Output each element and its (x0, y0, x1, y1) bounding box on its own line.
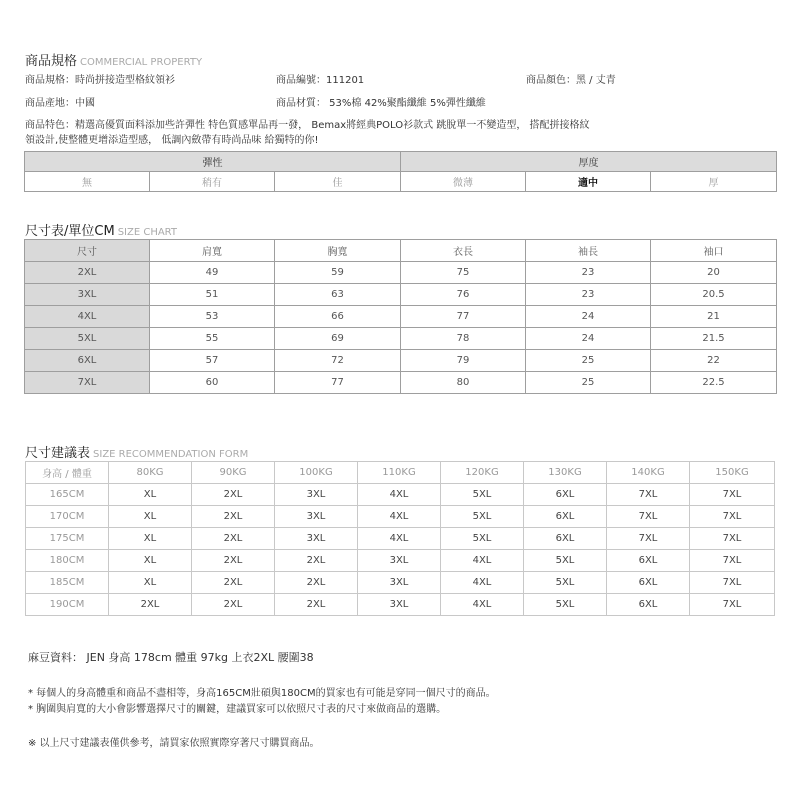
table-cell: 60 (150, 372, 275, 394)
table-cell: 79 (401, 350, 526, 372)
model-info: 麻豆資料： JEN 身高 178cm 體重 97kg 上衣2XL 腰圍38 (28, 651, 314, 664)
table-cell: 7XL (690, 550, 775, 572)
table-cell: 2XL (192, 484, 275, 506)
table-cell: 4XL (441, 594, 524, 616)
table-cell: 6XL (607, 572, 690, 594)
property-title-en: COMMERCIAL PROPERTY (80, 57, 203, 68)
table-row (25, 328, 777, 350)
row-label: 170CM (26, 506, 109, 528)
table-cell: 4XL (441, 550, 524, 572)
table-cell: 3XL (358, 594, 441, 616)
table-cell: 6XL (524, 506, 607, 528)
table-cell: 4XL (358, 506, 441, 528)
column-header: 80KG (109, 462, 192, 484)
row-label: 165CM (26, 484, 109, 506)
column-header: 130KG (524, 462, 607, 484)
product-origin: 商品產地：中國 (25, 98, 95, 109)
size-chart-title-en: SIZE CHART (117, 227, 178, 238)
table-cell: 3XL (358, 572, 441, 594)
column-header: 140KG (607, 462, 690, 484)
table-cell: 2XL (109, 594, 192, 616)
table-cell: 25 (526, 372, 651, 394)
table-cell: 23 (526, 262, 651, 284)
recommendation-table (25, 461, 775, 616)
table-cell: 2XL (275, 550, 358, 572)
row-label: 180CM (26, 550, 109, 572)
table-cell: 80 (401, 372, 526, 394)
table-cell: 3XL (358, 550, 441, 572)
thickness-option: 厚 (651, 172, 777, 192)
table-cell: 63 (275, 284, 401, 306)
table-cell: 4XL (358, 484, 441, 506)
product-feature-line2: 領設計,使整體更增添造型感， 低調內斂帶有時尚品味 給獨特的你! (25, 135, 319, 146)
table-cell: 2XL (192, 550, 275, 572)
table-cell: XL (109, 550, 192, 572)
table-row (25, 262, 777, 284)
table-cell: 7XL (690, 572, 775, 594)
table-cell: 76 (401, 284, 526, 306)
table-cell: 2XL (192, 572, 275, 594)
table-cell: 3XL (275, 506, 358, 528)
table-cell: 59 (275, 262, 401, 284)
table-cell: 77 (401, 306, 526, 328)
product-feature-line1: 商品特色：精選高優質面料添加些許彈性 特色質感單品再一發， Bemax將經典POLO衫款式 跳脫單一不變造型， 搭配拼接格紋 (25, 120, 590, 131)
table-cell: 5XL (441, 528, 524, 550)
table-row (25, 284, 777, 306)
table-row (25, 350, 777, 372)
column-header: 衣長 (401, 240, 526, 262)
table-cell: 6XL (607, 594, 690, 616)
table-row (26, 528, 775, 550)
column-header: 袖口 (651, 240, 777, 262)
recommendation-title-en: SIZE RECOMMENDATION FORM (93, 449, 249, 460)
table-cell: XL (109, 528, 192, 550)
table-cell: 72 (275, 350, 401, 372)
table-row (25, 306, 777, 328)
column-header: 150KG (690, 462, 775, 484)
table-cell: 7XL (690, 594, 775, 616)
table-cell: 7XL (690, 484, 775, 506)
size-chart-header-row (25, 240, 777, 262)
table-row (26, 506, 775, 528)
elasticity-option: 佳 (275, 172, 401, 192)
recommendation-header-row (26, 462, 775, 484)
product-color: 商品顏色：黑 / 丈青 (526, 75, 616, 86)
table-cell: 4XL (441, 572, 524, 594)
table-cell: 5XL (524, 572, 607, 594)
thickness-option: 微薄 (401, 172, 526, 192)
column-header: 肩寬 (150, 240, 275, 262)
table-cell: 20.5 (651, 284, 777, 306)
elasticity-option: 稍有 (150, 172, 275, 192)
table-cell: 3XL (275, 484, 358, 506)
property-title: 商品規格 COMMERCIAL PROPERTY (25, 54, 203, 69)
size-chart-table (24, 239, 777, 394)
disclaimer: ※ 以上尺寸建議表僅供參考，請買家依照實際穿著尺寸購買商品。 (28, 738, 320, 749)
attribute-table (24, 151, 777, 192)
table-row (26, 594, 775, 616)
table-cell: 6XL (524, 528, 607, 550)
column-header: 身高 / 體重 (26, 462, 109, 484)
table-cell: 24 (526, 306, 651, 328)
table-cell: XL (109, 572, 192, 594)
size-chart-title: 尺寸表/單位CM SIZE CHART (25, 224, 178, 239)
column-header: 胸寬 (275, 240, 401, 262)
column-header: 袖長 (526, 240, 651, 262)
column-header: 90KG (192, 462, 275, 484)
table-cell: 3XL (275, 528, 358, 550)
row-label: 3XL (25, 284, 150, 306)
table-cell: 7XL (690, 528, 775, 550)
row-label: 2XL (25, 262, 150, 284)
table-cell: 7XL (607, 506, 690, 528)
table-cell: 78 (401, 328, 526, 350)
table-cell: 2XL (192, 528, 275, 550)
table-cell: 22 (651, 350, 777, 372)
table-cell: 5XL (441, 506, 524, 528)
table-row (26, 572, 775, 594)
table-cell: 7XL (607, 484, 690, 506)
table-cell: 24 (526, 328, 651, 350)
table-cell: 53 (150, 306, 275, 328)
table-cell: 55 (150, 328, 275, 350)
elasticity-option: 無 (25, 172, 150, 192)
size-chart-unit: CM (94, 224, 115, 239)
table-cell: 2XL (275, 572, 358, 594)
table-cell: 21.5 (651, 328, 777, 350)
note-line: * 每個人的身高體重和商品不盡相等，身高165CM壯碩與180CM的買家也有可能是穿同一個尺寸的商品。 (28, 688, 496, 699)
table-cell: 25 (526, 350, 651, 372)
table-cell: 21 (651, 306, 777, 328)
row-label: 5XL (25, 328, 150, 350)
table-cell: XL (109, 484, 192, 506)
table-row (26, 484, 775, 506)
product-code: 商品編號：111201 (276, 75, 365, 86)
table-cell: 7XL (607, 528, 690, 550)
table-cell: 51 (150, 284, 275, 306)
product-spec: 商品規格：時尚拼接造型格紋領衫 (25, 75, 175, 86)
table-cell: 69 (275, 328, 401, 350)
row-label: 190CM (26, 594, 109, 616)
elasticity-header: 彈性 (25, 152, 401, 172)
table-cell: 6XL (524, 484, 607, 506)
table-cell: 2XL (275, 594, 358, 616)
table-cell: 49 (150, 262, 275, 284)
column-header: 尺寸 (25, 240, 150, 262)
table-row (26, 550, 775, 572)
table-cell: XL (109, 506, 192, 528)
table-cell: 4XL (358, 528, 441, 550)
row-label: 7XL (25, 372, 150, 394)
column-header: 120KG (441, 462, 524, 484)
table-cell: 6XL (607, 550, 690, 572)
note-line: * 胸圍與肩寬的大小會影響選擇尺寸的關鍵，建議買家可以依照尺寸表的尺寸來做商品的選購。 (28, 704, 447, 715)
table-cell: 5XL (524, 594, 607, 616)
table-cell: 23 (526, 284, 651, 306)
row-label: 175CM (26, 528, 109, 550)
recommendation-title: 尺寸建議表 SIZE RECOMMENDATION FORM (25, 446, 249, 461)
row-label: 4XL (25, 306, 150, 328)
row-label: 6XL (25, 350, 150, 372)
table-cell: 5XL (441, 484, 524, 506)
table-cell: 7XL (690, 506, 775, 528)
table-cell: 20 (651, 262, 777, 284)
thickness-header: 厚度 (401, 152, 777, 172)
table-cell: 77 (275, 372, 401, 394)
table-cell: 66 (275, 306, 401, 328)
table-cell: 5XL (524, 550, 607, 572)
column-header: 110KG (358, 462, 441, 484)
row-label: 185CM (26, 572, 109, 594)
table-cell: 2XL (192, 594, 275, 616)
table-row (25, 372, 777, 394)
column-header: 100KG (275, 462, 358, 484)
product-material: 商品材質： 53%棉 42%聚酯纖維 5%彈性纖維 (276, 98, 486, 109)
thickness-option-selected: 適中 (526, 172, 651, 192)
table-cell: 75 (401, 262, 526, 284)
table-cell: 2XL (192, 506, 275, 528)
table-cell: 57 (150, 350, 275, 372)
table-cell: 22.5 (651, 372, 777, 394)
